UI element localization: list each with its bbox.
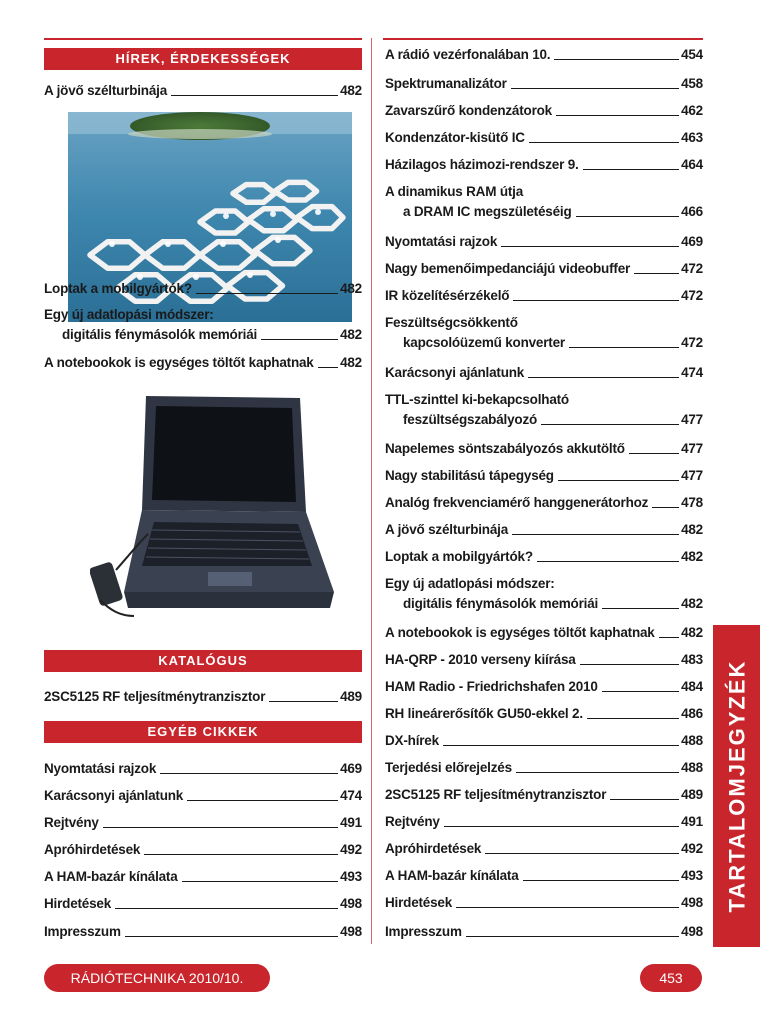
toc-page: 498 — [340, 896, 362, 911]
toc-title: Egy új adatlopási módszer: — [44, 307, 214, 322]
toc-title: Karácsonyi ajánlatunk — [385, 365, 525, 380]
toc-entry[interactable] — [385, 314, 703, 351]
toc-leader — [629, 453, 679, 454]
toc-entry[interactable] — [385, 46, 703, 63]
toc-leader — [318, 367, 338, 368]
toc-title: A notebookok is egységes töltőt kaphatnak — [44, 355, 314, 370]
toc-leader — [115, 908, 338, 909]
toc-title: HA-QRP - 2010 verseny kiírása — [385, 652, 576, 667]
toc-page: 462 — [681, 103, 703, 118]
toc-page: 498 — [681, 895, 703, 910]
toc-entry[interactable] — [385, 391, 703, 428]
toc-title: Nyomtatási rajzok — [385, 234, 498, 249]
news-section-header: HÍREK, ÉRDEKESSÉGEK — [44, 48, 362, 70]
toc-page: 488 — [681, 733, 703, 748]
toc-leader — [144, 854, 338, 855]
toc-entry[interactable] — [44, 280, 362, 297]
toc-page: 493 — [681, 868, 703, 883]
toc-page: 482 — [681, 522, 703, 537]
toc-page: 482 — [681, 596, 703, 611]
toc-entry[interactable] — [385, 651, 703, 668]
toc-title: Impresszum — [385, 924, 462, 939]
toc-title: A dinamikus RAM útja — [385, 184, 524, 199]
toc-page: 484 — [681, 679, 703, 694]
toc-entry[interactable] — [385, 129, 703, 146]
toc-title: Zavarszűrő kondenzátorok — [385, 103, 552, 118]
toc-entry[interactable] — [385, 494, 703, 511]
toc-leader — [569, 347, 679, 348]
toc-entry[interactable] — [385, 678, 703, 695]
toc-title: Napelemes söntszabályozós akkutöltő — [385, 441, 625, 456]
toc-title: Nyomtatási rajzok — [44, 761, 157, 776]
toc-page: 491 — [681, 814, 703, 829]
toc-title: Terjedési előrejelzés — [385, 760, 512, 775]
toc-leader — [182, 881, 339, 882]
toc-title: Loptak a mobilgyártók? — [385, 549, 533, 564]
toc-title: A HAM-bazár kínálata — [385, 868, 519, 883]
toc-subtitle: digitális fénymásolók memóriái — [403, 596, 599, 611]
toc-entry[interactable] — [385, 183, 703, 220]
toc-page: 478 — [681, 495, 703, 510]
toc-page: 472 — [681, 288, 703, 303]
toc-leader — [516, 772, 679, 773]
toc-page: 493 — [340, 869, 362, 884]
toc-title: IR közelítésérzékelő — [385, 288, 510, 303]
toc-title: Rejtvény — [44, 815, 99, 830]
toc-title: Házilagos házimozi-rendszer 9. — [385, 157, 579, 172]
toc-page: 458 — [681, 76, 703, 91]
toc-leader — [587, 718, 679, 719]
toc-entry[interactable] — [44, 787, 362, 804]
toc-page: 466 — [681, 204, 703, 219]
toc-leader — [528, 377, 679, 378]
toc-page: 472 — [681, 335, 703, 350]
toc-title: DX-hírek — [385, 733, 439, 748]
toc-leader — [513, 300, 679, 301]
toc-entry[interactable] — [385, 759, 703, 776]
toc-page: 482 — [681, 625, 703, 640]
toc-leader — [485, 853, 679, 854]
toc-leader — [659, 637, 679, 638]
toc-entry[interactable] — [385, 102, 703, 119]
toc-title: Rejtvény — [385, 814, 440, 829]
other-section-header: EGYÉB CIKKEK — [44, 721, 362, 743]
toc-page: 489 — [681, 787, 703, 802]
toc-entry[interactable] — [44, 688, 362, 705]
toc-leader — [583, 169, 680, 170]
toc-page: 488 — [681, 760, 703, 775]
toc-page: 477 — [681, 468, 703, 483]
toc-subtitle: feszültségszabályozó — [403, 412, 538, 427]
toc-leader — [269, 701, 338, 702]
toc-entry[interactable] — [44, 841, 362, 858]
toc-page: 454 — [681, 47, 703, 62]
toc-leader — [634, 273, 679, 274]
toc-leader — [501, 246, 679, 247]
catalog-section-header: KATALÓGUS — [44, 650, 362, 672]
toc-title: Apróhirdetések — [385, 841, 482, 856]
toc-page: 477 — [681, 441, 703, 456]
toc-entry[interactable] — [385, 786, 703, 803]
footer-magazine-badge: RÁDIÓTECHNIKA 2010/10. — [44, 964, 270, 992]
toc-entry[interactable] — [385, 923, 703, 940]
toc-page: 463 — [681, 130, 703, 145]
laptop-photo — [90, 394, 342, 622]
toc-leader — [602, 691, 679, 692]
toc-subtitle: digitális fénymásolók memóriái — [62, 327, 258, 342]
toc-leader — [196, 293, 338, 294]
toc-entry[interactable] — [44, 814, 362, 831]
toc-entry[interactable] — [385, 521, 703, 538]
toc-entry[interactable] — [385, 75, 703, 92]
toc-leader — [261, 339, 338, 340]
toc-page: 482 — [340, 281, 362, 296]
toc-page: 469 — [681, 234, 703, 249]
toc-leader — [187, 800, 338, 801]
toc-title: A HAM-bazár kínálata — [44, 869, 178, 884]
toc-leader — [171, 95, 338, 96]
toc-title: Analóg frekvenciamérő hanggenerátorhoz — [385, 495, 649, 510]
toc-entry[interactable] — [44, 354, 362, 371]
toc-title: Impresszum — [44, 924, 121, 939]
toc-entry[interactable] — [385, 894, 703, 911]
toc-entry[interactable] — [385, 467, 703, 484]
toc-leader — [523, 880, 680, 881]
toc-leader — [160, 773, 338, 774]
toc-entry[interactable] — [385, 233, 703, 250]
toc-title: Hirdetések — [44, 896, 112, 911]
toc-leader — [610, 799, 679, 800]
toc-leader — [511, 88, 679, 89]
toc-entry[interactable] — [385, 260, 703, 277]
toc-page: 482 — [340, 83, 362, 98]
toc-title: Hirdetések — [385, 895, 453, 910]
toc-leader — [602, 608, 679, 609]
toc-leader — [580, 664, 679, 665]
toc-entry[interactable] — [44, 306, 362, 343]
toc-entry[interactable] — [385, 732, 703, 749]
toc-entry[interactable] — [385, 364, 703, 381]
toc-leader — [125, 936, 338, 937]
toc-title: Apróhirdetések — [44, 842, 141, 857]
toc-leader — [652, 507, 679, 508]
toc-leader — [576, 216, 680, 217]
toc-page: 474 — [681, 365, 703, 380]
toc-title: A jövő szélturbinája — [385, 522, 509, 537]
toc-title: Egy új adatlopási módszer: — [385, 576, 555, 591]
toc-page: 482 — [681, 549, 703, 564]
toc-entry[interactable] — [385, 867, 703, 884]
toc-leader — [537, 561, 679, 562]
top-rule-left — [44, 38, 362, 40]
toc-subtitle: kapcsolóüzemű konverter — [403, 335, 565, 350]
toc-title: Karácsonyi ajánlatunk — [44, 788, 184, 803]
toc-title: 2SC5125 RF teljesítménytranzisztor — [44, 689, 266, 704]
toc-page: 472 — [681, 261, 703, 276]
column-divider — [371, 38, 372, 944]
toc-leader — [541, 424, 679, 425]
toc-page: 474 — [340, 788, 362, 803]
toc-leader — [443, 745, 679, 746]
toc-leader — [103, 827, 338, 828]
toc-title: A rádió vezérfonalában 10. — [385, 47, 551, 62]
toc-entry[interactable] — [385, 575, 703, 612]
toc-entry[interactable] — [44, 868, 362, 885]
toc-page: 482 — [340, 355, 362, 370]
toc-page: 483 — [681, 652, 703, 667]
toc-subtitle: a DRAM IC megszületéséig — [403, 204, 572, 219]
toc-page: 498 — [681, 924, 703, 939]
toc-entry[interactable] — [44, 82, 362, 99]
toc-entry[interactable] — [44, 760, 362, 777]
toc-title: 2SC5125 RF teljesítménytranzisztor — [385, 787, 607, 802]
toc-leader — [529, 142, 679, 143]
toc-page: 464 — [681, 157, 703, 172]
toc-page: 477 — [681, 412, 703, 427]
side-tab-label: TARTALOMJEGYZÉK — [724, 659, 749, 913]
toc-page: 469 — [340, 761, 362, 776]
top-rule-right — [383, 38, 703, 40]
toc-entry[interactable] — [385, 548, 703, 565]
toc-entry[interactable] — [385, 813, 703, 830]
toc-entry[interactable] — [385, 840, 703, 857]
toc-entry[interactable] — [44, 895, 362, 912]
toc-leader — [456, 907, 679, 908]
toc-page: 489 — [340, 689, 362, 704]
toc-entry[interactable] — [385, 440, 703, 457]
toc-title: A notebookok is egységes töltőt kaphatnak — [385, 625, 655, 640]
toc-entry[interactable] — [385, 705, 703, 722]
toc-title: Spektrumanalizátor — [385, 76, 507, 91]
toc-page: 482 — [340, 327, 362, 342]
toc-leader — [556, 115, 679, 116]
toc-entry[interactable] — [385, 287, 703, 304]
toc-entry[interactable] — [385, 624, 703, 641]
toc-title: TTL-szinttel ki-bekapcsolható — [385, 392, 569, 407]
toc-leader — [444, 826, 679, 827]
toc-page: 492 — [340, 842, 362, 857]
toc-title: Kondenzátor-kisütő IC — [385, 130, 525, 145]
toc-leader — [512, 534, 679, 535]
footer-page-number: 453 — [640, 964, 702, 992]
toc-title: Nagy bemenőimpedanciájú videobuffer — [385, 261, 631, 276]
toc-leader — [558, 480, 679, 481]
toc-title: Loptak a mobilgyártók? — [44, 281, 192, 296]
toc-page: 486 — [681, 706, 703, 721]
laptop-photo-graphic — [90, 394, 342, 622]
toc-title: A jövő szélturbinája — [44, 83, 168, 98]
toc-page: 498 — [340, 924, 362, 939]
toc-page: 492 — [681, 841, 703, 856]
toc-entry[interactable] — [44, 923, 362, 940]
toc-leader — [554, 59, 679, 60]
toc-title: Nagy stabilitású tápegység — [385, 468, 554, 483]
toc-title: RH lineárerősítők GU50-ekkel 2. — [385, 706, 583, 721]
toc-title: HAM Radio - Friedrichshafen 2010 — [385, 679, 598, 694]
toc-title: Feszültségcsökkentő — [385, 315, 518, 330]
toc-leader — [466, 936, 679, 937]
toc-entry[interactable] — [385, 156, 703, 173]
toc-page: 491 — [340, 815, 362, 830]
section-side-tab — [713, 625, 760, 947]
